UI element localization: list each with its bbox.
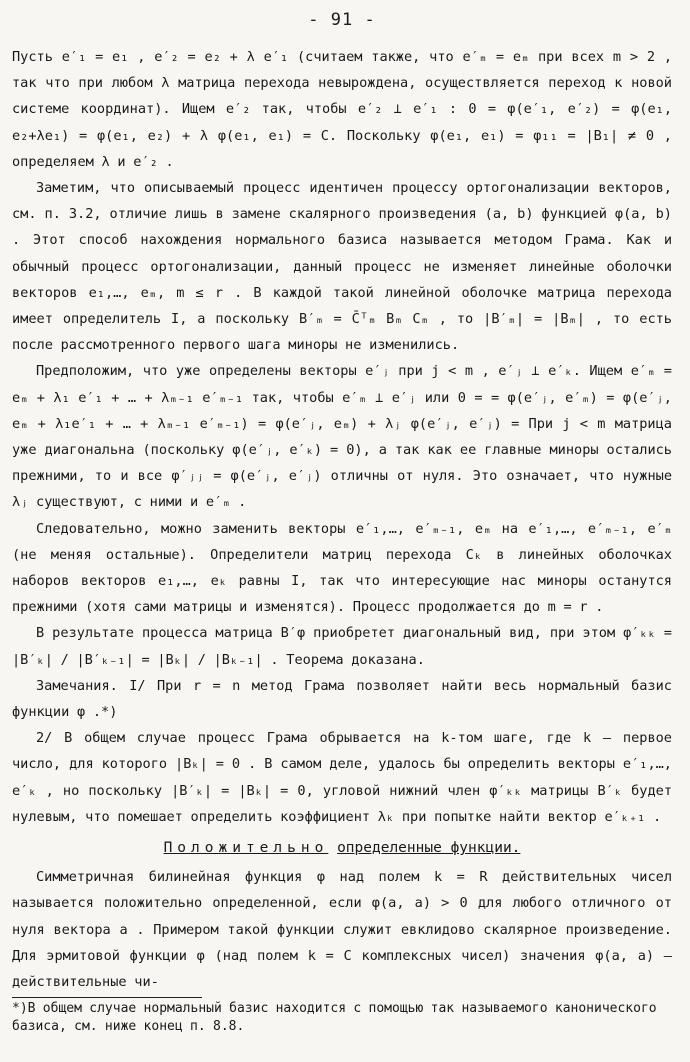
section-heading-spaced: Положительно	[163, 840, 329, 857]
paragraph-positive-definite: Симметричная билинейная функция φ над полем k = R действительных чисел называется положительно определенной, если φ(a, a) > 0 для любого отличного от нуля вектора a . Примером такой функции служит евклидово скалярное произведение. Для эрмитовой функции φ (над полем k = C комплексных чисел) значения φ(a, a) – действительные чи-	[12, 869, 672, 990]
footnote: *)В общем случае нормальный базис находится с помощью так называемого канонического базиса, см. ниже конец п. 8.8.	[12, 1001, 657, 1035]
paragraph-replace-vectors: Следовательно, можно заменить векторы e′₁,…, e′ₘ₋₁, eₘ на e′₁,…, e′ₘ₋₁, e′ₘ (не меняя остальные). Определители матриц перехода Cₖ в линейных оболочках наборов векторов e₁,…, eₖ равны I, так что интересующие нас миноры останутся прежними (хотя сами матрицы и изменятся). Процесс продолжается до m = r .	[12, 520, 672, 616]
paragraph-gram-step-one: Пусть e′₁ = e₁ , e′₂ = e₂ + λ e′₁ (считаем также, что e′ₘ = eₘ при всех m > 2 , так что при любом λ матрица перехода невырождена, осуществляется переход к новой системе координат). Ищем e′₂ так, чтобы e′₂ ⊥ e′₁ : 0 = φ(e′₁, e′₂) = φ(e₁, e₂+λe₁) = φ(e₁, e₂) + λ φ(e₁, e₁) = C. Поскольку φ(e₁, e₁) = φ₁₁ = |B₁| ≠ 0 , определяем λ и e′₂ .	[12, 49, 672, 170]
paragraph-remarks-two: 2/ В общем случае процесс Грама обрывается на k-том шаге, где k – первое число, для которого |Bₖ| = 0 . В самом деле, удалось бы определить векторы e′₁,…, e′ₖ , но поскольку |B′ₖ| = |Bₖ| = 0, угловой нижний член φ′ₖₖ матрицы B′ₖ будет нулевым, что помешает определить коэффициент λₖ при попытке найти вектор e′ₖ₊₁ .	[12, 730, 672, 825]
paragraph-induction-step: Предположим, что уже определены векторы e′ⱼ при j < m , e′ⱼ ⊥ e′ₖ. Ищем e′ₘ = eₘ + λ₁ e′₁ + … + λₘ₋₁ e′ₘ₋₁ так, чтобы e′ₘ ⊥ e′ⱼ или 0 = = φ(e′ⱼ, e′ₘ) = φ(e′ⱼ, eₘ + λ₁e′₁ + … + λₘ₋₁ e′ₘ₋₁) = φ(e′ⱼ, eₘ) + λⱼ φ(e′ⱼ, e′ⱼ) = При j < m матрица уже диагональна (поскольку φ(e′ⱼ, e′ₖ) = 0), а так как ее главные миноры остались прежними, то и все φ′ⱼⱼ = φ(e′ⱼ, e′ⱼ) отличны от нуля. Это означает, что нужные λⱼ существуют, с ними и e′ₘ .	[12, 363, 672, 511]
paragraph-orthogonalization-remark: Заметим, что описываемый процесс идентичен процессу ортогонализации векторов, см. п. 3.2, отличие лишь в замене скалярного произведения (a, b) функцией φ(a, b) . Этот способ нахождения нормального базиса называется методом Грама. Как и обычный процесс ортогонализации, данный процесс не изменяет линейные оболочки векторов e₁,…, eₘ, m ≤ r . В каждой такой линейной оболочке матрица перехода имеет определитель I, а поскольку B′ₘ = C̄ᵀₘ Bₘ Cₘ , то |B′ₘ| = |Bₘ| , то есть после рассмотренного первого шага миноры не изменились.	[12, 180, 672, 354]
section-heading	[12, 834, 672, 862]
paragraph-result-diagonal: В результате процесса матрица B′φ приобретет диагональный вид, при этом φ′ₖₖ = |B′ₖ| / |B′ₖ₋₁| = |Bₖ| / |Bₖ₋₁| . Теорема доказана.	[12, 625, 672, 668]
page-number: - 91 -	[308, 10, 376, 30]
paragraph-remarks-one: Замечания. I/ При r = n метод Грама позволяет найти весь нормальный базис функции φ .*)	[12, 677, 672, 721]
section-heading-rest: определенные функции.	[337, 840, 521, 857]
footnote-divider	[12, 997, 202, 998]
